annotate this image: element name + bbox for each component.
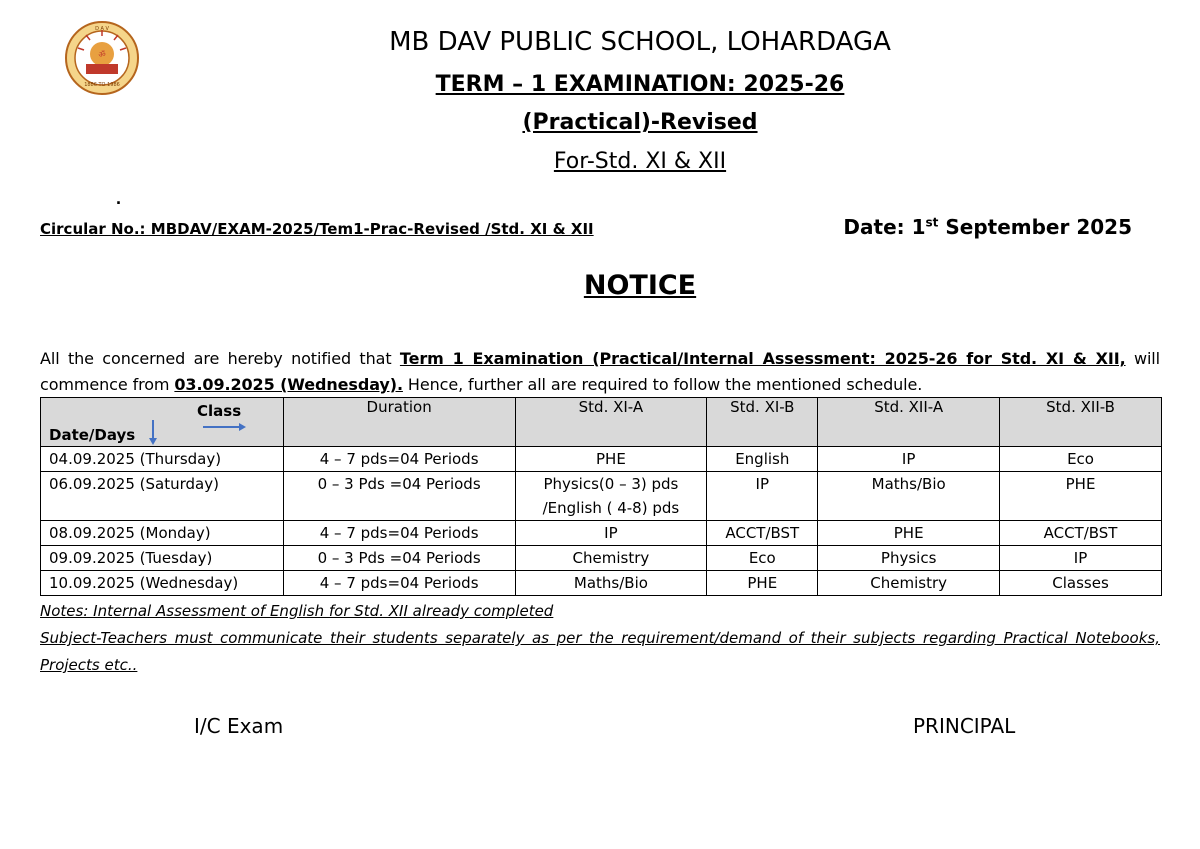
header-xi-b: Std. XI-B (707, 398, 818, 447)
row-xi-a: Maths/Bio (515, 571, 707, 596)
signature-ic-exam: I/C Exam (194, 714, 284, 738)
row-duration: 0 – 3 Pds =04 Periods (283, 472, 515, 521)
row-xi-a: PHE (515, 447, 707, 472)
row-xi-b: PHE (707, 571, 818, 596)
row-xi-b: English (707, 447, 818, 472)
row-duration: 0 – 3 Pds =04 Periods (283, 546, 515, 571)
row-xi-a: Chemistry (515, 546, 707, 571)
exam-type: (Practical)-Revised (522, 110, 758, 135)
row-xii-b: PHE (1000, 472, 1162, 521)
svg-text:1886 TO 1986: 1886 TO 1986 (84, 82, 120, 88)
standard-label: For-Std. XI & XII (553, 149, 727, 174)
header-xii-b: Std. XII-B (1000, 398, 1162, 447)
school-name: MB DAV PUBLIC SCHOOL, LOHARDAGA (389, 27, 891, 57)
header-xi-a: Std. XI-A (515, 398, 707, 447)
row-duration: 4 – 7 pds=04 Periods (283, 571, 515, 596)
table-row (41, 571, 1162, 596)
exam-title: TERM – 1 EXAMINATION: 2025-26 (435, 72, 845, 97)
row-xii-a: Chemistry (818, 571, 1000, 596)
row-xii-b: IP (1000, 546, 1162, 571)
row-xii-a: Maths/Bio (818, 472, 1000, 521)
row-date: 04.09.2025 (Thursday) (41, 447, 284, 472)
notice-heading: NOTICE (583, 270, 697, 301)
table-row (41, 546, 1162, 571)
row-xii-b: ACCT/BST (1000, 521, 1162, 546)
row-xi-a: IP (515, 521, 707, 546)
row-xii-a: PHE (818, 521, 1000, 546)
table-header-row (41, 398, 1162, 447)
header-duration: Duration (283, 398, 515, 447)
signature-principal: PRINCIPAL (913, 714, 1016, 738)
row-xii-a: Physics (818, 546, 1000, 571)
table-row (41, 521, 1162, 546)
row-xi-b: Eco (707, 546, 818, 571)
circular-date: Date: 1st September 2025 (843, 215, 1132, 239)
header-corner (41, 398, 284, 447)
row-xi-b: ACCT/BST (707, 521, 818, 546)
schedule-table (40, 397, 1162, 596)
header-class: Class (197, 402, 242, 420)
header-xii-a: Std. XII-A (818, 398, 1000, 447)
svg-text:ॐ: ॐ (98, 50, 106, 59)
row-xii-a: IP (818, 447, 1000, 472)
row-duration: 4 – 7 pds=04 Periods (283, 447, 515, 472)
note-english: Notes: Internal Assessment of English for Std. XII already completed (40, 602, 554, 620)
row-duration: 4 – 7 pds=04 Periods (283, 521, 515, 546)
row-xii-b: Classes (1000, 571, 1162, 596)
row-xi-a: Physics(0 – 3) pds /English ( 4-8) pds (515, 472, 707, 521)
table-row (41, 472, 1162, 521)
row-date: 09.09.2025 (Tuesday) (41, 546, 284, 571)
row-xii-b: Eco (1000, 447, 1162, 472)
notice-paragraph: All the concerned are hereby notified that Term 1 Examination (Practical/Internal Assessment: 2025-26 for Std. XI & XII, will commence from 03.09.2025 (Wednesday). Hence, further all are required to follow the mentioned schedule. (40, 349, 1160, 394)
header-date-days: Date/Days (49, 426, 136, 444)
row-xi-b: IP (707, 472, 818, 521)
row-date: 06.09.2025 (Saturday) (41, 472, 284, 521)
row-date: 08.09.2025 (Monday) (41, 521, 284, 546)
table-row (41, 447, 1162, 472)
row-date: 10.09.2025 (Wednesday) (41, 571, 284, 596)
stray-dot: . (116, 188, 122, 208)
note-teachers: Subject-Teachers must communicate their students separately as per the requirement/demand of their subjects regarding Practical Notebooks, Projects etc.. (40, 629, 1160, 674)
svg-text:D A V: D A V (95, 26, 109, 32)
circular-number: Circular No.: MBDAV/EXAM-2025/Tem1-Prac-Revised /Std. XI & XII (40, 220, 594, 238)
